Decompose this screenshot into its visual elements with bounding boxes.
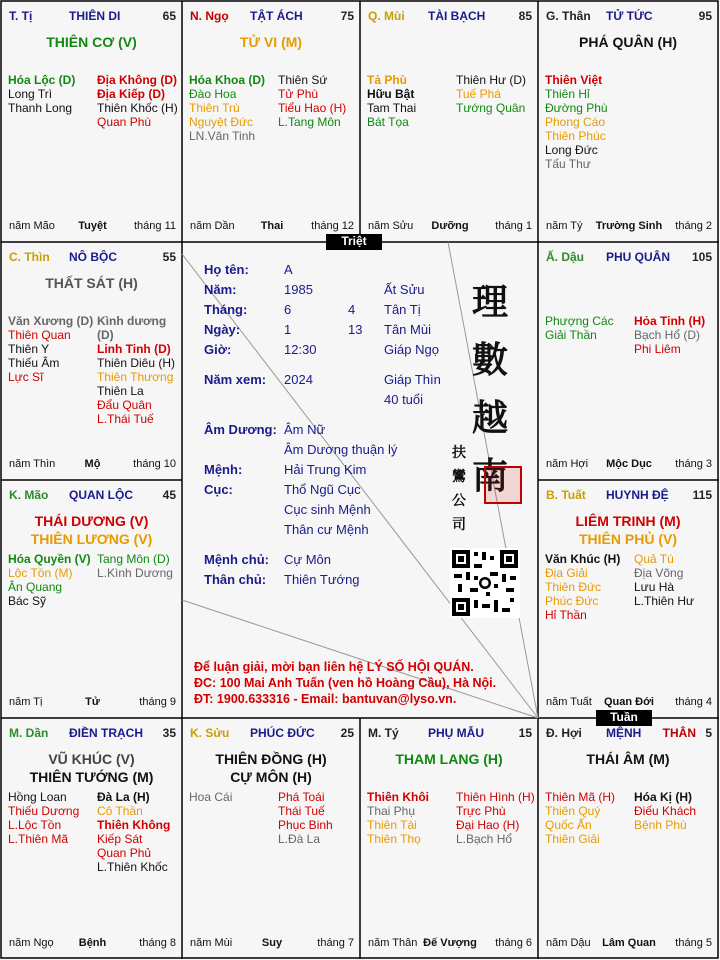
footer-month: tháng 11 (133, 220, 176, 232)
footer-stage: Dưỡng (431, 220, 469, 232)
minor-star: Hóa Lộc (D) (8, 73, 76, 87)
minor-stars-left (367, 73, 416, 129)
minor-star: Thiên Mã (H) (545, 790, 616, 804)
zodiac-label: T. Tị (9, 9, 33, 23)
minor-star: L.Bạch Hổ (456, 832, 513, 846)
footer-stage: Quan Đới (604, 696, 654, 708)
decade-number: 85 (518, 9, 532, 23)
minor-star: Hóa Kị (H) (634, 790, 692, 804)
info-value: 12:30 (284, 342, 317, 357)
minor-star: Tam Thai (367, 101, 417, 115)
palace-footer (546, 458, 712, 472)
minor-star: Tang Môn (D) (97, 552, 170, 566)
palace-name: PHÚC ĐỨC (250, 726, 315, 740)
footer-stage: Đế Vượng (423, 937, 477, 949)
palace-header (546, 488, 712, 504)
info-label: Ngày: (204, 322, 241, 337)
zodiac-label: N. Ngọ (190, 9, 229, 23)
minor-star: Bạch Hổ (D) (634, 328, 701, 342)
minor-star: Điếu Khách (634, 804, 697, 818)
minor-star: Hữu Bật (367, 87, 415, 101)
info-label: Giờ: (204, 342, 232, 357)
decade-number: 105 (691, 250, 712, 264)
center-info-panel (182, 242, 538, 718)
footer-month: tháng 3 (675, 458, 712, 470)
major-stars (1, 33, 182, 51)
info-label: Âm Dương: (204, 422, 277, 437)
minor-star: L.Thiên Mã (8, 832, 69, 846)
minor-star: Thiên Đức (545, 580, 602, 594)
palace-name: ĐIỀN TRẠCH (69, 726, 143, 740)
footer-year: năm Sửu (368, 220, 414, 232)
contact-line-3: ĐT: 1900.633316 - Email: bantuvan@lyso.vn. (194, 692, 457, 706)
minor-star: Hồng Loan (8, 790, 67, 804)
minor-star: Lưu Hà (634, 580, 675, 594)
minor-star: Tử Phù (278, 87, 319, 101)
palace-name: HUYNH ĐỆ (606, 488, 669, 502)
info-value: Thiên Tướng (284, 572, 360, 587)
zodiac-label: M. Dần (9, 726, 49, 740)
palace-suu (182, 718, 360, 959)
palace-dau (538, 242, 718, 480)
small-char-4: 司 (452, 517, 466, 533)
minor-star: Thiên Hư (D) (456, 73, 527, 87)
info-value-canchi: Ất Sửu (384, 282, 425, 297)
minor-star: Thai Phụ (367, 804, 416, 818)
footer-year: năm Dậu (546, 937, 591, 949)
minor-star: Phượng Các (545, 314, 614, 328)
major-star: TỬ VI (M) (239, 34, 303, 50)
minor-star: Thiên Diêu (H) (97, 356, 176, 370)
footer-stage: Trường Sinh (595, 220, 663, 232)
minor-stars-left (189, 790, 232, 804)
footer-year: năm Hợi (546, 458, 589, 470)
minor-star: Địa Võng (634, 566, 684, 580)
info-value: Thổ Ngũ Cục (284, 482, 361, 497)
footer-month: tháng 1 (495, 220, 532, 232)
palace-header (368, 726, 532, 742)
zodiac-label: M. Tý (368, 726, 399, 740)
info-value-canchi: Giáp Ngọ (384, 342, 439, 357)
info-value-canchi: Tân Tị (384, 302, 421, 317)
footer-year: năm Tý (546, 220, 583, 232)
info-value: 4 (348, 302, 356, 317)
info-value: Hải Trung Kim (284, 462, 367, 477)
minor-star: Thiên Khôi (367, 790, 429, 804)
palace-name: TẬT ÁCH (250, 9, 303, 23)
palace-name: MỆNH (606, 726, 642, 740)
major-star: PHÁ QUÂN (H) (579, 34, 677, 50)
triet-tag: Triệt (326, 234, 382, 250)
info-label: Cục: (204, 482, 233, 497)
calligraphy-char-2: 數 (472, 339, 509, 381)
minor-star: Thiên Quý (545, 804, 601, 818)
info-label: Năm xem: (204, 372, 267, 387)
minor-star: Tiểu Hao (H) (278, 101, 347, 115)
palace-footer (9, 937, 176, 951)
footer-month: tháng 5 (675, 937, 712, 949)
minor-star: Giải Thần (545, 328, 597, 342)
footer-month: tháng 4 (675, 696, 712, 708)
minor-star: Thiên Hỉ (545, 87, 590, 101)
minor-stars-left (545, 73, 608, 171)
minor-star: Thiên Tài (367, 818, 417, 832)
decade-number: 55 (162, 250, 176, 264)
palace-header (190, 9, 354, 25)
qr-code-icon (450, 548, 520, 618)
minor-stars-right (634, 552, 694, 608)
minor-star: Phong Cáo (545, 115, 606, 129)
minor-stars-left (8, 552, 91, 608)
palace-footer (9, 220, 176, 234)
footer-stage: Mộc Dục (606, 458, 652, 470)
contact-line-2: ĐC: 100 Mai Anh Tuấn (ven hồ Hoàng Cầu), Hà Nội. (194, 676, 497, 690)
footer-year: năm Tuất (546, 696, 592, 708)
footer-stage: Suy (261, 937, 283, 949)
calligraphy-char-3: 越 (472, 397, 509, 439)
minor-star: Thiên Khốc (H) (97, 101, 178, 115)
minor-stars-right (456, 790, 535, 846)
info-value: 6 (284, 302, 292, 317)
info-value-canchi: Tân Mùi (384, 322, 431, 337)
decade-number: 75 (340, 9, 354, 23)
footer-year: năm Ngọ (9, 937, 54, 949)
palace-footer (190, 937, 354, 951)
than-marker: THÂN (662, 726, 696, 740)
zodiac-label: B. Tuất (546, 488, 586, 502)
minor-star: Đẩu Quân (97, 398, 152, 412)
minor-star: L.Thiên Khốc (97, 860, 168, 874)
major-star: THÁI DƯƠNG (V) (34, 513, 149, 529)
minor-star: Thiên La (97, 384, 144, 398)
minor-stars-right (634, 790, 696, 832)
palace-hoi (538, 718, 718, 959)
minor-star: Đường Phù (545, 101, 608, 115)
info-value: Âm Dương thuận lý (284, 442, 398, 457)
palace-footer (368, 220, 532, 234)
minor-star: L.Thái Tuế (97, 412, 154, 426)
major-stars (1, 750, 182, 786)
major-star: VŨ KHÚC (V) (48, 751, 135, 767)
decade-number: 45 (162, 488, 176, 502)
minor-stars-right (97, 314, 182, 426)
minor-star: Thiên Giải (545, 832, 600, 846)
minor-star: Thiếu Dương (8, 804, 80, 818)
footer-year: năm Dần (190, 220, 235, 232)
palace-footer (9, 458, 176, 472)
footer-month: tháng 8 (139, 937, 176, 949)
palace-mao (1, 480, 182, 718)
minor-star: Phi Liêm (634, 342, 681, 356)
minor-star: Thiên Trù (189, 101, 240, 115)
info-label: Năm: (204, 282, 237, 297)
minor-stars-right (97, 73, 178, 129)
contact-line-1: Để luận giải, mời bạn liên hệ LÝ SỐ HỘI QUÁN. (194, 660, 474, 674)
palace-name: NÔ BỘC (69, 250, 117, 264)
major-star: THIÊN CƠ (V) (46, 34, 137, 50)
palace-footer (368, 937, 532, 951)
footer-year: năm Tị (9, 696, 43, 708)
zodiac-label: Q. Mùi (368, 9, 405, 23)
minor-stars-right (634, 314, 705, 356)
minor-star: Nguyệt Đức (189, 115, 254, 129)
minor-star: Thiên Sứ (278, 73, 328, 87)
minor-star: Tuế Phá (456, 87, 501, 101)
major-star: THIÊN LƯƠNG (V) (30, 531, 153, 547)
info-value: 2024 (284, 372, 313, 387)
major-star: THÁI ÂM (M) (586, 751, 670, 767)
minor-star: Phá Toái (278, 790, 325, 804)
palace-mui (360, 1, 538, 242)
minor-star: Bác Sỹ (8, 594, 47, 608)
minor-star: Thiên Y (8, 342, 50, 356)
minor-stars-right (278, 73, 346, 129)
minor-star: Thiên Quan (8, 328, 71, 342)
footer-month: tháng 2 (675, 220, 712, 232)
major-stars (538, 750, 718, 768)
minor-star: Đại Hao (H) (456, 818, 520, 832)
major-stars (1, 274, 182, 292)
palace-dan (1, 718, 182, 959)
minor-star: Kiếp Sát (97, 832, 143, 846)
minor-star: Hoa Cái (189, 790, 233, 804)
info-value: Cục sinh Mệnh (284, 502, 371, 517)
minor-star: Thiên Thọ (367, 832, 421, 846)
palace-name: PHU QUÂN (606, 250, 671, 264)
info-value: A (284, 262, 293, 277)
major-stars (538, 33, 718, 51)
footer-month: tháng 10 (133, 458, 176, 470)
palace-ty (360, 718, 538, 959)
palace-header (9, 488, 176, 504)
footer-month: tháng 12 (311, 220, 354, 232)
palace-header (546, 726, 712, 742)
info-label: Mệnh: (204, 462, 243, 477)
palace-ngo (182, 1, 360, 242)
info-label: Họ tên: (204, 262, 249, 277)
footer-stage: Tuyệt (78, 220, 107, 232)
palace-header (9, 726, 176, 742)
decade-number: 95 (698, 9, 712, 23)
palace-header (546, 9, 712, 25)
info-value: 1985 (284, 282, 313, 297)
major-star: THIÊN TƯỚNG (M) (29, 769, 154, 785)
palace-header (9, 250, 176, 266)
minor-star: L.Thiên Hư (634, 594, 695, 608)
footer-stage: Thai (260, 220, 284, 232)
minor-star: Lực Sĩ (8, 370, 44, 384)
decade-number: 65 (162, 9, 176, 23)
minor-star: Thanh Long (8, 101, 73, 115)
minor-star: Địa Giải (545, 566, 588, 580)
palace-footer (190, 220, 354, 234)
palace-name: THIÊN DI (69, 9, 121, 23)
footer-year: năm Thìn (9, 458, 56, 470)
major-stars (182, 33, 360, 51)
palace-name: PHỤ MẪU (428, 726, 484, 740)
major-stars (538, 512, 718, 548)
info-label: Tháng: (204, 302, 248, 317)
minor-stars-left (8, 73, 75, 115)
minor-stars-right (278, 790, 333, 846)
minor-star: Hỏa Tinh (H) (634, 314, 706, 328)
decade-number: 25 (340, 726, 354, 740)
palace-header (9, 9, 176, 25)
minor-star: Bệnh Phù (634, 818, 687, 832)
minor-star: Bát Tọa (367, 115, 409, 129)
zodiac-label: G. Thân (546, 9, 591, 23)
minor-star: Văn Xương (D) (8, 314, 94, 328)
info-value-age: 40 tuổi (384, 392, 424, 407)
minor-star: Hóa Khoa (D) (189, 73, 265, 87)
major-star: LIÊM TRINH (M) (575, 513, 681, 529)
minor-star: LN.Văn Tinh (189, 129, 256, 143)
minor-star: L.Lộc Tồn (8, 818, 62, 832)
footer-month: tháng 9 (139, 696, 176, 708)
footer-year: năm Mùi (190, 937, 233, 949)
palace-ti (1, 1, 182, 242)
small-char-3: 公 (452, 493, 466, 509)
footer-month: tháng 6 (495, 937, 532, 949)
minor-star: Thiên Việt (545, 73, 603, 87)
minor-star: Đà La (H) (97, 790, 150, 804)
tuan-tag: Tuần (596, 710, 652, 726)
major-star: THẤT SÁT (H) (45, 275, 138, 291)
minor-stars-left (8, 314, 93, 384)
decade-number: 15 (518, 726, 532, 740)
minor-star: Kình dương (D) (97, 314, 167, 342)
minor-star: Quốc Ấn (545, 818, 592, 832)
minor-star: Thiên Thương (97, 370, 174, 384)
minor-star: Thiếu Âm (8, 356, 60, 370)
zodiac-label: K. Mão (9, 488, 49, 502)
info-label: Mệnh chủ: (204, 552, 269, 567)
minor-star: Thiên Không (97, 818, 171, 832)
minor-stars-left (545, 790, 615, 846)
minor-star: Thiên Phúc (545, 129, 606, 143)
palace-footer (9, 696, 176, 710)
info-value: 13 (348, 322, 363, 337)
palace-footer (546, 220, 712, 234)
decade-number: 115 (692, 488, 712, 502)
minor-star: Lộc Tồn (M) (8, 566, 73, 580)
palace-thin (1, 242, 182, 480)
info-value: Cự Môn (284, 552, 331, 567)
minor-stars-left (545, 552, 620, 622)
minor-star: Trực Phù (456, 804, 506, 818)
zodiac-label: Ấ. Dậu (546, 250, 585, 264)
minor-star: L.Kình Dương (97, 566, 173, 580)
red-seal (484, 466, 522, 504)
zodiac-label: Đ. Hợi (546, 726, 582, 740)
major-star: THIÊN PHỦ (V) (579, 531, 677, 547)
zodiac-label: K. Sửu (190, 726, 230, 740)
minor-star: Hóa Quyền (V) (8, 552, 91, 566)
footer-month: tháng 7 (317, 937, 354, 949)
info-value: Thân cư Mệnh (284, 522, 369, 537)
footer-stage: Lâm Quan (602, 937, 656, 949)
info-value-canchi: Giáp Thìn (384, 372, 441, 387)
footer-year: năm Mão (9, 220, 55, 232)
minor-star: Quan Phủ (97, 846, 152, 860)
info-value: Âm Nữ (284, 422, 326, 437)
info-label: Thân chủ: (204, 572, 267, 587)
palace-tuat (538, 480, 718, 718)
major-stars (182, 750, 360, 786)
major-star: CỰ MÔN (H) (230, 769, 312, 785)
minor-stars-right (97, 790, 170, 874)
minor-star: Văn Khúc (H) (545, 552, 621, 566)
minor-star: Quan Phù (97, 115, 152, 129)
major-star: THAM LANG (H) (395, 751, 503, 767)
palace-name: TÀI BẠCH (428, 9, 486, 23)
minor-stars-left (367, 790, 429, 846)
palace-name: QUAN LỘC (69, 488, 133, 502)
small-char-1: 扶 (452, 445, 466, 461)
minor-star: Cô Thần (97, 804, 143, 818)
minor-stars-left (189, 73, 265, 143)
footer-year: năm Thân (368, 937, 418, 949)
minor-star: Tướng Quân (456, 101, 526, 115)
minor-stars-right (456, 73, 526, 115)
footer-stage: Bệnh (78, 937, 107, 949)
palace-footer (546, 696, 712, 710)
decade-number: 35 (162, 726, 176, 740)
minor-stars-left (8, 790, 79, 846)
minor-stars-left (545, 314, 614, 342)
minor-star: Địa Kiếp (D) (97, 87, 166, 101)
minor-stars-right (97, 552, 173, 580)
minor-star: Long Đức (545, 143, 598, 157)
major-stars (1, 512, 182, 548)
zodiac-label: C. Thìn (9, 250, 50, 264)
calligraphy-char-4: 南 (472, 455, 509, 497)
minor-star: Tả Phù (367, 73, 408, 87)
footer-stage: Tử (85, 696, 100, 708)
palace-header (546, 250, 712, 266)
small-char-2: 鸞 (452, 469, 466, 485)
minor-star: Long Trì (8, 87, 53, 101)
minor-star: Linh Tinh (D) (97, 342, 171, 356)
minor-star: Thái Tuế (278, 804, 325, 818)
minor-star: Ân Quang (8, 580, 63, 594)
palace-header (368, 9, 532, 25)
minor-star: Thiên Hình (H) (456, 790, 535, 804)
minor-star: Quả Tú (634, 552, 674, 566)
palace-name: TỬ TỨC (606, 9, 653, 23)
palace-header (190, 726, 354, 742)
palace-than (538, 1, 718, 242)
minor-star: Đào Hoa (189, 87, 237, 101)
minor-star: L.Đà La (278, 832, 321, 846)
footer-stage: Mộ (84, 458, 101, 470)
minor-star: Tấu Thư (545, 157, 591, 171)
minor-star: Phúc Đức (545, 594, 599, 608)
major-stars (360, 750, 538, 768)
info-value: 1 (284, 322, 292, 337)
major-star: THIÊN ĐỒNG (H) (215, 751, 327, 767)
minor-star: Hỉ Thần (545, 608, 587, 622)
calligraphy-char-1: 理 (472, 281, 509, 323)
minor-star: L.Tang Môn (278, 115, 341, 129)
palace-footer (546, 937, 712, 951)
decade-number: 5 (705, 726, 712, 740)
minor-star: Phục Binh (278, 818, 333, 832)
minor-star: Địa Không (D) (97, 73, 177, 87)
